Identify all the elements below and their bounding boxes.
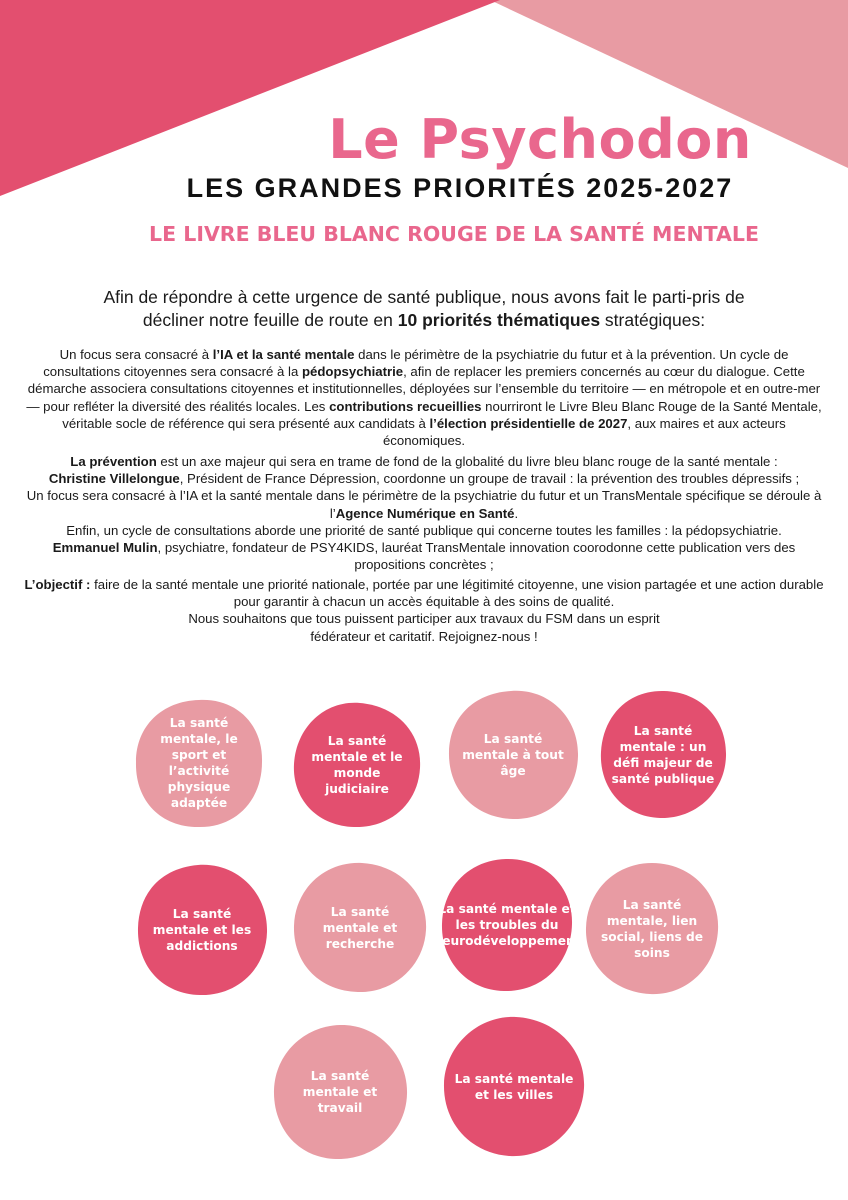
priority-label: La santé mentale, le sport et l’activité physique adaptée xyxy=(160,716,238,810)
intro-paragraph: Afin de répondre à cette urgence de santé publique, nous avons fait le parti-pris de décliner notre feuille de route en 10 priorités thématiques stratégiques: xyxy=(103,287,745,330)
priority-blob xyxy=(440,1014,588,1160)
priority-label: La santé mentale et les addictions xyxy=(152,907,252,953)
priority-blob xyxy=(582,860,722,998)
paragraph-focus: Un focus sera consacré à l’IA et la santé mentale dans le périmètre de la psychiatrie du futur et à la prévention. Un cycle de consultations citoyennes sera consacré à la pédopsychiatrie, afin de replacer les premiers concernés au cœur du dialogue. Cette démarche associera consultations citoyennes et institutionnelles, déployées sur l’ensemble du territoire — en métropole et en outre-mer — pour refléter la diversité des réalités locales. Les contributions recueillies nourriront le Livre Bleu Blanc Rouge de la Santé Mentale, véritable socle de référence qui sera présenté aux candidats à l’élection présidentielle de 2027, aux maires et aux acteurs économiques. xyxy=(26,347,822,449)
priority-label: La santé mentale, lien social, liens de soins xyxy=(600,898,704,960)
priority-label: La santé mentale et travail xyxy=(302,1069,378,1115)
paragraph-objective: L’objectif : faire de la santé mentale une priorité nationale, portée par une légitimité citoyenne, une vision partagée et une action durable pour garantir à chacun un accès équitable à des soins de qualité. Nous souhaitons que tous puissent participer aux travaux du FSM dans un esprit fédérateur et caritatif. Rejoignez-nous ! xyxy=(24,577,824,644)
priority-blob xyxy=(270,1022,410,1162)
priority-blob xyxy=(596,688,730,822)
priority-label: La santé mentale et les villes xyxy=(454,1072,574,1102)
priority-blob xyxy=(132,696,266,830)
priority-label: La santé mentale et le monde judiciaire xyxy=(311,734,403,796)
priority-label: La santé mentale : un défi majeur de santé publique xyxy=(611,724,715,786)
priority-label: La santé mentale à tout âge xyxy=(462,732,564,778)
priority-label: La santé mentale et les troubles du neurodéveloppement xyxy=(433,902,581,948)
priority-blob xyxy=(433,856,581,994)
page-tagline: LE LIVRE BLEU BLANC ROUGE DE LA SANTÉ MENTALE xyxy=(149,222,759,246)
priority-label: La santé mentale et recherche xyxy=(322,905,398,951)
paragraph-prevention: La prévention est un axe majeur qui sera en trame de fond de la globalité du livre bleu blanc rouge de la santé mentale : Christine Villelongue, Président de France Dépression, coordonne un groupe de travail : la prévention des troubles dépressifs ; Un focus sera consacré à l’IA et la santé mentale dans le périmètre de la psychiatrie du futur et un TransMentale spécifique se déroule à l’Agence Numérique en Santé. Enfin, un cycle de consultations aborde une priorité de santé publique qui concerne toutes les familles : la pédopsychiatrie. Emmanuel Mulin, psychiatre, fondateur de PSY4KIDS, lauréat TransMentale innovation coorodonne cette publication vers des propositions concrètes ; xyxy=(26,454,822,573)
priority-blob xyxy=(290,860,430,996)
priority-blob xyxy=(134,862,270,998)
page-title: Le Psychodon xyxy=(328,108,752,171)
page-subtitle: LES GRANDES PRIORITÉS 2025-2027 xyxy=(186,173,734,203)
priority-blob xyxy=(290,700,424,830)
priority-blob xyxy=(445,688,581,822)
